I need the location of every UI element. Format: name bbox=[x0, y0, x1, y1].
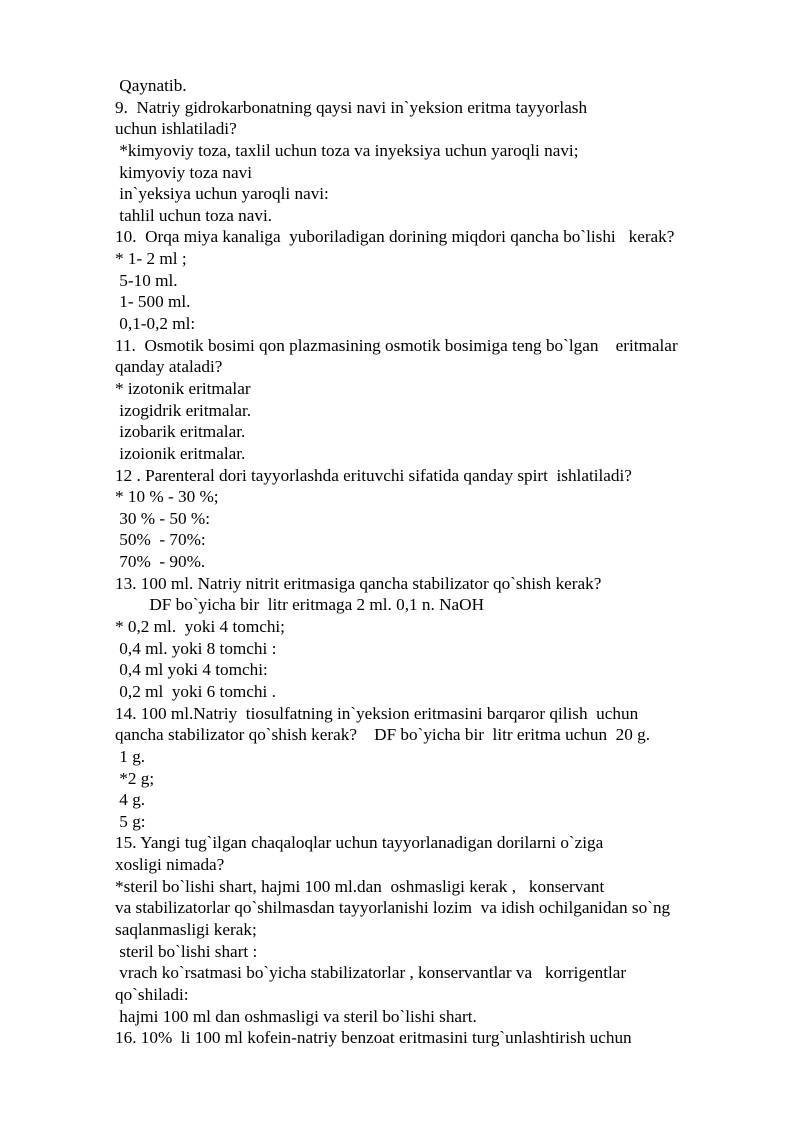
text-line: in`yeksiya uchun yaroqli navi: bbox=[115, 184, 329, 204]
text-line: 13. 100 ml. Natriy nitrit eritmasiga qancha stabilizator qo`shish kerak? bbox=[115, 573, 602, 593]
text-line: izoionik eritmalar. bbox=[115, 443, 246, 463]
text-line: * 0,2 ml. yoki 4 tomchi; bbox=[115, 617, 285, 637]
text-line: * 10 % - 30 %; bbox=[115, 487, 219, 507]
text-line: 4 g. bbox=[115, 790, 146, 810]
text-line: 30 % - 50 %: bbox=[115, 508, 210, 528]
text-line: * 1- 2 ml ; bbox=[115, 249, 187, 269]
text-line: *2 g; bbox=[115, 768, 155, 788]
text-line: 16. 10% li 100 ml kofein-natriy benzoat eritmasini turg`unlashtirish uchun bbox=[115, 1028, 632, 1048]
text-line: * izotonik eritmalar bbox=[115, 378, 251, 398]
text-line: 70% - 90%. bbox=[115, 552, 206, 572]
text-line: izogidrik eritmalar. bbox=[115, 400, 252, 420]
text-line: 15. Yangi tug`ilgan chaqaloqlar uchun tayyorlanadigan dorilarni o`ziga bbox=[115, 833, 604, 853]
text-line: 0,1-0,2 ml: bbox=[115, 314, 196, 334]
text-line: uchun ishlatiladi? bbox=[115, 119, 237, 139]
text-line: steril bo`lishi shart : bbox=[115, 941, 258, 961]
text-line: 0,4 ml yoki 4 tomchi: bbox=[115, 660, 268, 680]
text-line: 0,2 ml yoki 6 tomchi . bbox=[115, 681, 276, 701]
text-line: qo`shiladi: bbox=[115, 984, 189, 1004]
text-line: 14. 100 ml.Natriy tiosulfatning in`yeksion eritmasini barqaror qilish uchun bbox=[115, 703, 639, 723]
text-line: 5 g: bbox=[115, 811, 146, 831]
text-line: 50% - 70%: bbox=[115, 530, 206, 550]
text-line: saqlanmasligi kerak; bbox=[115, 919, 257, 939]
text-line: *steril bo`lishi shart, hajmi 100 ml.dan oshmasligi kerak , konservant bbox=[115, 876, 605, 896]
text-line: 10. Orqa miya kanaliga yuboriladigan dorining miqdori qancha bo`lishi kerak? bbox=[115, 227, 675, 247]
text-line: 1 g. bbox=[115, 746, 146, 766]
text-line: kimyoviy toza navi bbox=[115, 162, 252, 182]
text-line: hajmi 100 ml dan oshmasligi va steril bo`lishi shart. bbox=[115, 1006, 477, 1026]
text-line: qanday ataladi? bbox=[115, 357, 223, 377]
text-line: 11. Osmotik bosimi qon plazmasining osmotik bosimiga teng bo`lgan eritmalar bbox=[115, 335, 678, 355]
text-line: tahlil uchun toza navi. bbox=[115, 205, 273, 225]
text-line: DF bo`yicha bir litr eritmaga 2 ml. 0,1 n. NaOH bbox=[115, 595, 484, 615]
text-line: qancha stabilizator qo`shish kerak? DF bo`yicha bir litr eritma uchun 20 g. bbox=[115, 725, 651, 745]
text-line: 5-10 ml. bbox=[115, 270, 178, 290]
text-line: xosligi nimada? bbox=[115, 855, 225, 875]
text-line: *kimyoviy toza, taxlil uchun toza va inyeksiya uchun yaroqli navi; bbox=[115, 140, 579, 160]
text-line: vrach ko`rsatmasi bo`yicha stabilizatorlar , konservantlar va korrigentlar bbox=[115, 963, 627, 983]
text-line: 0,4 ml. yoki 8 tomchi : bbox=[115, 638, 277, 658]
text-line: 12 . Parenteral dori tayyorlashda erituvchi sifatida qanday spirt ishlatiladi? bbox=[115, 465, 632, 485]
text-line: izobarik eritmalar. bbox=[115, 422, 246, 442]
text-line: 1- 500 ml. bbox=[115, 292, 191, 312]
document-text bbox=[115, 75, 795, 1049]
text-line: 9. Natriy gidrokarbonatning qaysi navi in`yeksion eritma tayyorlash bbox=[115, 97, 588, 117]
text-line: Qaynatib. bbox=[115, 76, 187, 95]
text-line: va stabilizatorlar qo`shilmasdan tayyorlanishi lozim va idish ochilganidan so`ng bbox=[115, 898, 671, 918]
